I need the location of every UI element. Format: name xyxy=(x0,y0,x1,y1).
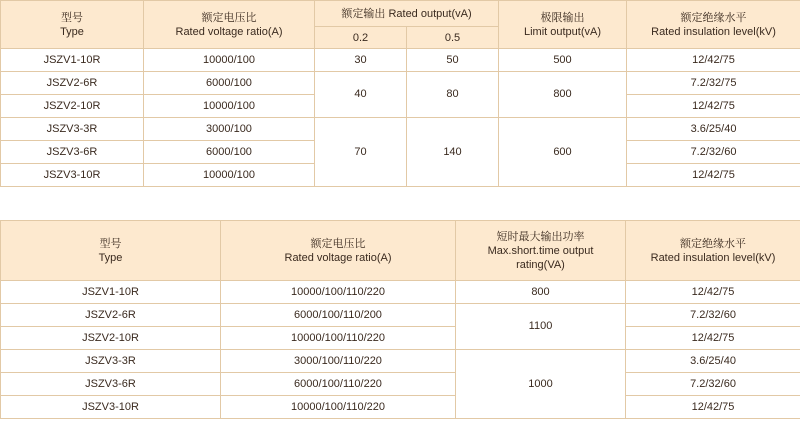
type-cell: JSZV3-10R xyxy=(1,164,144,187)
type-cell: JSZV3-3R xyxy=(1,118,144,141)
header-short-en-2: rating(VA) xyxy=(516,258,565,271)
ratio-cell: 10000/100/110/220 xyxy=(221,327,456,350)
short-output-cell: 1100 xyxy=(456,304,626,350)
insulation-cell: 12/42/75 xyxy=(626,396,800,419)
header-insulation-cn: 额定绝缘水平 xyxy=(680,237,746,250)
header-short-time-output xyxy=(456,221,626,281)
header-ratio-cn: 额定电压比 xyxy=(310,237,366,250)
header-limit-en: Limit output(vA) xyxy=(523,25,602,38)
table-row xyxy=(1,373,800,396)
type-cell: JSZV3-10R xyxy=(1,396,221,419)
header-limit xyxy=(499,1,627,49)
table-row xyxy=(1,304,800,327)
output-0.2-cell: 70 xyxy=(315,118,407,187)
header-ratio-en: Rated voltage ratio(A) xyxy=(284,251,392,264)
table-row xyxy=(1,350,800,373)
insulation-cell: 7.2/32/60 xyxy=(626,373,800,396)
insulation-cell: 12/42/75 xyxy=(627,49,800,72)
rated-output-table xyxy=(0,0,800,187)
header-type-cn: 型号 xyxy=(61,11,83,24)
type-cell: JSZV3-3R xyxy=(1,350,221,373)
ratio-cell: 3000/100/110/220 xyxy=(221,350,456,373)
type-cell: JSZV2-10R xyxy=(1,95,144,118)
header-output-0.2: 0.2 xyxy=(315,27,407,49)
header-insulation xyxy=(627,1,800,49)
table-row xyxy=(1,396,800,419)
ratio-cell: 6000/100/110/200 xyxy=(221,304,456,327)
header-output-0.5: 0.5 xyxy=(407,27,499,49)
table-row xyxy=(1,118,800,141)
header-short-en-1: Max.short.time output xyxy=(487,244,594,257)
short-output-cell: 1000 xyxy=(456,350,626,419)
type-cell: JSZV2-10R xyxy=(1,327,221,350)
header-ratio-cn: 额定电压比 xyxy=(201,11,257,24)
header-type-cn: 型号 xyxy=(99,237,122,250)
short-output-cell: 800 xyxy=(456,281,626,304)
header-type-en: Type xyxy=(98,251,123,264)
header-type-en: Type xyxy=(60,25,84,38)
type-cell: JSZV2-6R xyxy=(1,72,144,95)
type-cell: JSZV1-10R xyxy=(1,281,221,304)
table-row xyxy=(1,327,800,350)
header-rated-output: 额定输出 Rated output(vA) xyxy=(315,1,499,27)
ratio-cell: 6000/100 xyxy=(144,141,315,164)
output-0.5-cell: 50 xyxy=(407,49,499,72)
header-insulation xyxy=(626,221,800,281)
output-0.2-cell: 30 xyxy=(315,49,407,72)
ratio-cell: 10000/100 xyxy=(144,95,315,118)
header-ratio-en: Rated voltage ratio(A) xyxy=(175,25,283,38)
header-insulation-cn: 额定绝缘水平 xyxy=(680,11,747,24)
limit-cell: 600 xyxy=(499,118,627,187)
ratio-cell: 3000/100 xyxy=(144,118,315,141)
insulation-cell: 12/42/75 xyxy=(627,95,800,118)
header-type xyxy=(1,1,144,49)
type-cell: JSZV1-10R xyxy=(1,49,144,72)
insulation-cell: 12/42/75 xyxy=(627,164,800,187)
insulation-cell: 7.2/32/60 xyxy=(626,304,800,327)
ratio-cell: 10000/100 xyxy=(144,49,315,72)
insulation-cell: 7.2/32/75 xyxy=(627,72,800,95)
table-row xyxy=(1,72,800,95)
short-time-output-table xyxy=(0,220,800,419)
insulation-cell: 3.6/25/40 xyxy=(626,350,800,373)
type-cell: JSZV3-6R xyxy=(1,141,144,164)
insulation-cell: 12/42/75 xyxy=(626,281,800,304)
ratio-cell: 10000/100 xyxy=(144,164,315,187)
header-insulation-en: Rated insulation level(kV) xyxy=(651,25,776,38)
output-0.5-cell: 140 xyxy=(407,118,499,187)
type-cell: JSZV3-6R xyxy=(1,373,221,396)
output-0.2-cell: 40 xyxy=(315,72,407,118)
table-row xyxy=(1,49,800,72)
ratio-cell: 10000/100/110/220 xyxy=(221,281,456,304)
header-short-cn: 短时最大输出功率 xyxy=(496,230,585,243)
type-cell: JSZV2-6R xyxy=(1,304,221,327)
table-row xyxy=(1,281,800,304)
ratio-cell: 10000/100/110/220 xyxy=(221,396,456,419)
header-ratio xyxy=(221,221,456,281)
insulation-cell: 12/42/75 xyxy=(626,327,800,350)
header-limit-cn: 极限输出 xyxy=(540,11,585,24)
insulation-cell: 7.2/32/60 xyxy=(627,141,800,164)
header-ratio xyxy=(144,1,315,49)
insulation-cell: 3.6/25/40 xyxy=(627,118,800,141)
header-insulation-en: Rated insulation level(kV) xyxy=(650,251,776,264)
ratio-cell: 6000/100/110/220 xyxy=(221,373,456,396)
ratio-cell: 6000/100 xyxy=(144,72,315,95)
limit-cell: 500 xyxy=(499,49,627,72)
output-0.5-cell: 80 xyxy=(407,72,499,118)
header-type xyxy=(1,221,221,281)
limit-cell: 800 xyxy=(499,72,627,118)
